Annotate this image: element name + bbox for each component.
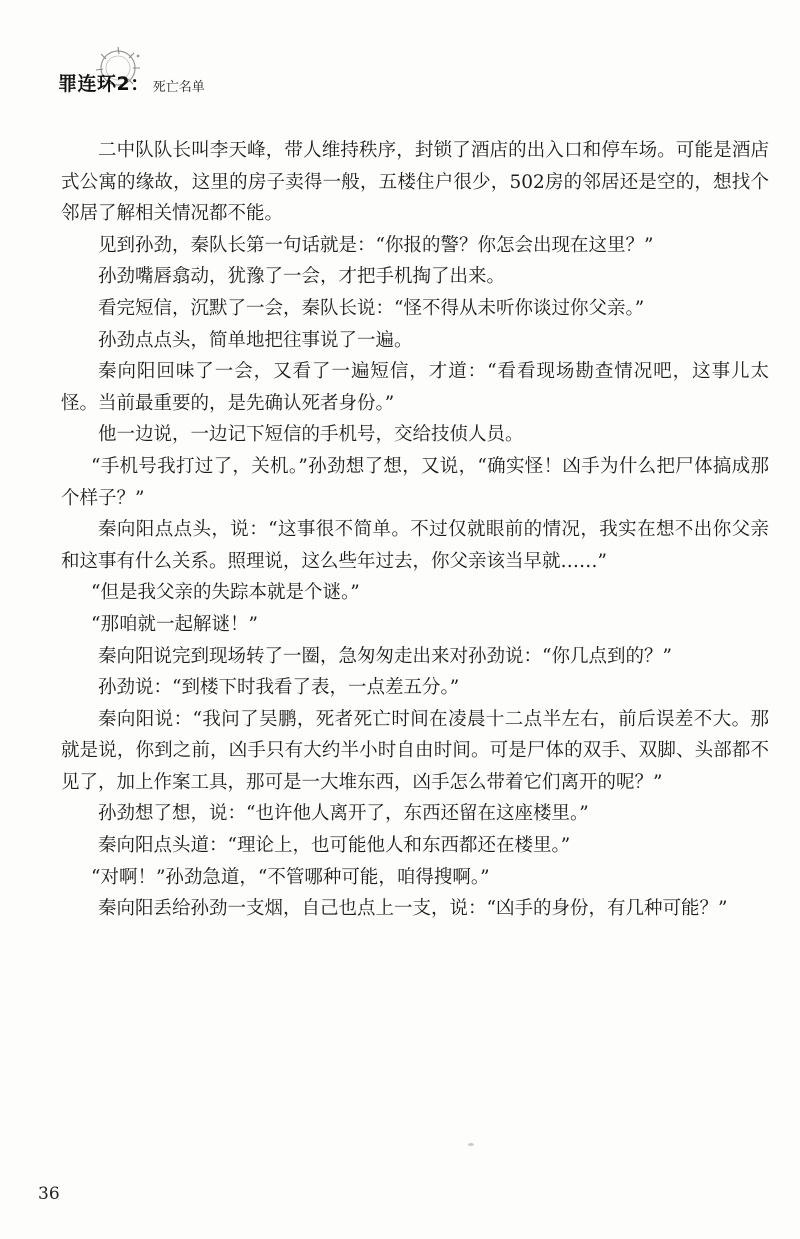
paragraph: 秦向阳说完到现场转了一圈，急匆匆走出来对孙劲说：“你几点到的？”: [98, 645, 672, 667]
paragraph: 秦向阳丢给孙劲一支烟，自己也点上一支，说：“凶手的身份，有几种可能？”: [98, 898, 728, 920]
paragraph: “但是我父亲的失踪本就是个谜。”: [91, 582, 360, 604]
paragraph: 孙劲说：“到楼下时我看了表，一点差五分。”: [98, 677, 460, 699]
paragraph: 见到孙劲，秦队长第一句话就是：“你报的警？你怎会出现在这里？”: [98, 234, 654, 256]
paragraph: 孙劲嘴唇翕动，犹豫了一会，才把手机掏了出来。: [98, 266, 506, 288]
paragraph: 二中队队长叫李天峰，带人维持秩序，封锁了酒店的出入口和停车场。可能是酒店式公寓的缘故，这里的房子卖得一般，五楼住户很少，502房的邻居还是空的，想找个邻居了解相关情况都不能。: [61, 140, 769, 225]
paragraph: 孙劲点点头，简单地把往事说了一遍。: [98, 329, 413, 351]
body-text: [61, 135, 769, 925]
book-subtitle: 死亡名单: [152, 80, 205, 95]
book-title: 罪连环2：: [58, 73, 150, 95]
paragraph: 看完短信，沉默了一会，秦队长说：“怪不得从未听你谈过你父亲。”: [98, 297, 645, 319]
running-header: [58, 52, 205, 96]
paragraph: “手机号我打过了，关机。”孙劲想了想，又说，“确实怪！凶手为什么把尸体搞成那个样子？”: [61, 455, 769, 509]
scan-speck: [468, 1143, 474, 1146]
paragraph: 秦向阳点头道：“理论上，也可能他人和东西都还在楼里。”: [98, 835, 571, 857]
paragraph: “那咱就一起解谜！”: [91, 613, 258, 635]
paragraph: 秦向阳回味了一会，又看了一遍短信，才道：“看看现场勘查情况吧，这事儿太怪。当前最重要的，是先确认死者身份。”: [61, 361, 769, 414]
paragraph: “对啊！”孙劲急道，“不管哪种可能，咱得搜啊。”: [91, 866, 490, 888]
paragraph: 秦向阳点点头，说：“这事很不简单。不过仅就眼前的情况，我实在想不出你父亲和这事有什么关系。照理说，这么些年过去，你父亲该当早就……”: [61, 519, 769, 572]
paragraph: 秦向阳说：“我问了吴鹏，死者死亡时间在凌晨十二点半左右，前后误差不大。那就是说，你到之前，凶手只有大约半小时自由时间。可是尸体的双手、双脚、头部都不见了，加上作案工具，那可是一大堆东西，凶手怎么带着它们离开的呢？”: [61, 708, 769, 793]
paragraph: 孙劲想了想，说：“也许他人离开了，东西还留在这座楼里。”: [98, 803, 589, 825]
paragraph: 他一边说，一边记下短信的手机号，交给技侦人员。: [98, 424, 524, 446]
page-number: 36: [38, 1184, 60, 1204]
